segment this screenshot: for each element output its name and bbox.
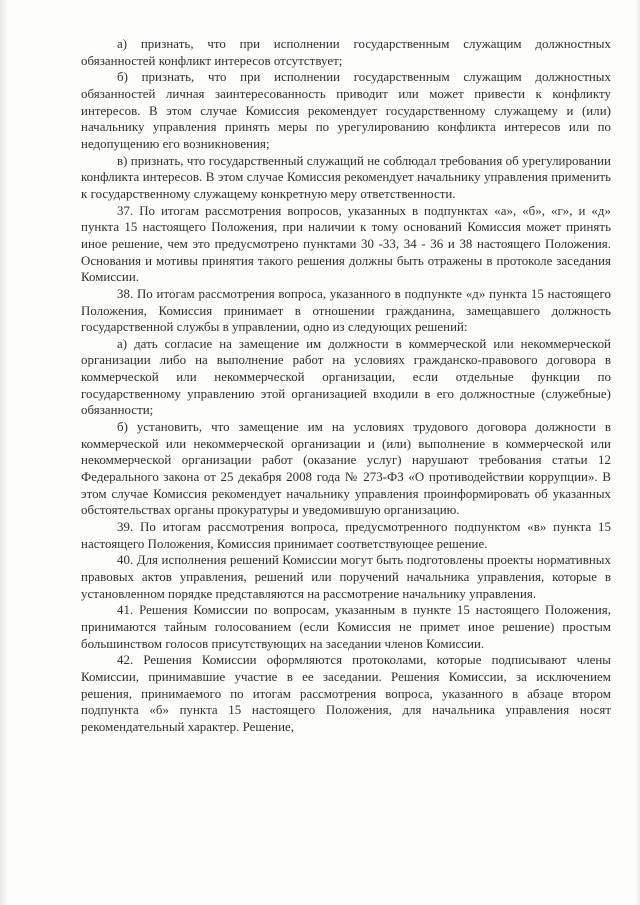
paragraph-36b: б) признать, что при исполнении государственным служащим должностных обязанностей личная заинтересованность приводит или может привести к конфликту интересов. В этом случае Комиссия рекомендует государственному служащему и (или) начальнику управления принять меры по урегулированию конфликта интересов или по недопущению его возникновения; — [81, 70, 611, 151]
paragraph-38a: а) дать согласие на замещение им должности в коммерческой или некоммерческой организации либо на выполнение работ на условиях гражданско-правового договора в коммерческой или некоммерческой организации, если отдельные функции по государственному управлению этой организацией входили в его должностные (служебные) обязанности; — [81, 336, 611, 418]
paragraph-42: 42. Решения Комиссии оформляются протоколами, которые подписывают члены Комиссии, принимавшие участие в ее заседании. Решения Комиссии, за исключением решения, принимаемого по итогам рассмотрения вопроса, указанного в абзаце втором подпункта «б» пункта 15 настоящего Положения, для начальника управления носят рекомендательный характер. Решение, — [81, 653, 611, 734]
paragraph-36a: а) признать, что при исполнении государственным служащим должностных обязанностей конфликт интересов отсутствует; — [81, 37, 611, 68]
paragraph-41: 41. Решения Комиссии по вопросам, указанным в пункте 15 настоящего Положения, принимаются тайным голосованием (если Комиссия не примет иное решение) простым большинством голосов присутствующих на заседании членов Комиссии. — [81, 603, 611, 651]
paragraph-37: 37. По итогам рассмотрения вопросов, указанных в подпунктах «а», «б», «г», и «д» пункта 15 настоящего Положения, при наличии к тому оснований Комиссия может принять иное решение, чем это предусмотрено пунктами 30 -33, 34 - 36 и 38 настоящего Положения. Основания и мотивы принятия такого решения должны быть отражены в протоколе заседания Комиссии. — [81, 203, 611, 285]
scan-edge-right — [635, 0, 640, 905]
paragraph-36c: в) признать, что государственный служащий не соблюдал требования об урегулировании конфликта интересов. В этом случае Комиссия рекомендует начальнику управления применить к государственному служащему конкретную меру ответственности. — [81, 153, 611, 201]
paragraph-40: 40. Для исполнения решений Комиссии могут быть подготовлены проекты нормативных правовых актов управления, решений или поручений начальника управления, которые в установленном порядке представляются на рассмотрение начальнику управления. — [81, 553, 611, 601]
scan-edge-left — [0, 0, 8, 905]
paragraph-38: 38. По итогам рассмотрения вопроса, указанного в подпункте «д» пункта 15 настоящего Положения, Комиссия принимает в отношении гражданина, замещавшего должность государственной службы в управлении, одно из следующих решений: — [81, 286, 611, 335]
document-body — [81, 36, 611, 736]
paragraph-39: 39. По итогам рассмотрения вопроса, предусмотренного подпунктом «в» пункта 15 настоящего Положения, Комиссия принимает соответствующее решение. — [81, 520, 611, 551]
paragraph-38b: б) установить, что замещение им на условиях трудового договора должности в коммерческой или некоммерческой организации и (или) выполнение в коммерческой или некоммерческой организации работ (оказание услуг) нарушают требования статьи 12 Федерального закона от 25 декабря 2008 года № 273-ФЗ «О противодействии коррупции». В этом случае Комиссия рекомендует начальнику управления проинформировать об указанных обстоятельствах органы прокуратуры и уведомившую организацию. — [81, 420, 611, 518]
